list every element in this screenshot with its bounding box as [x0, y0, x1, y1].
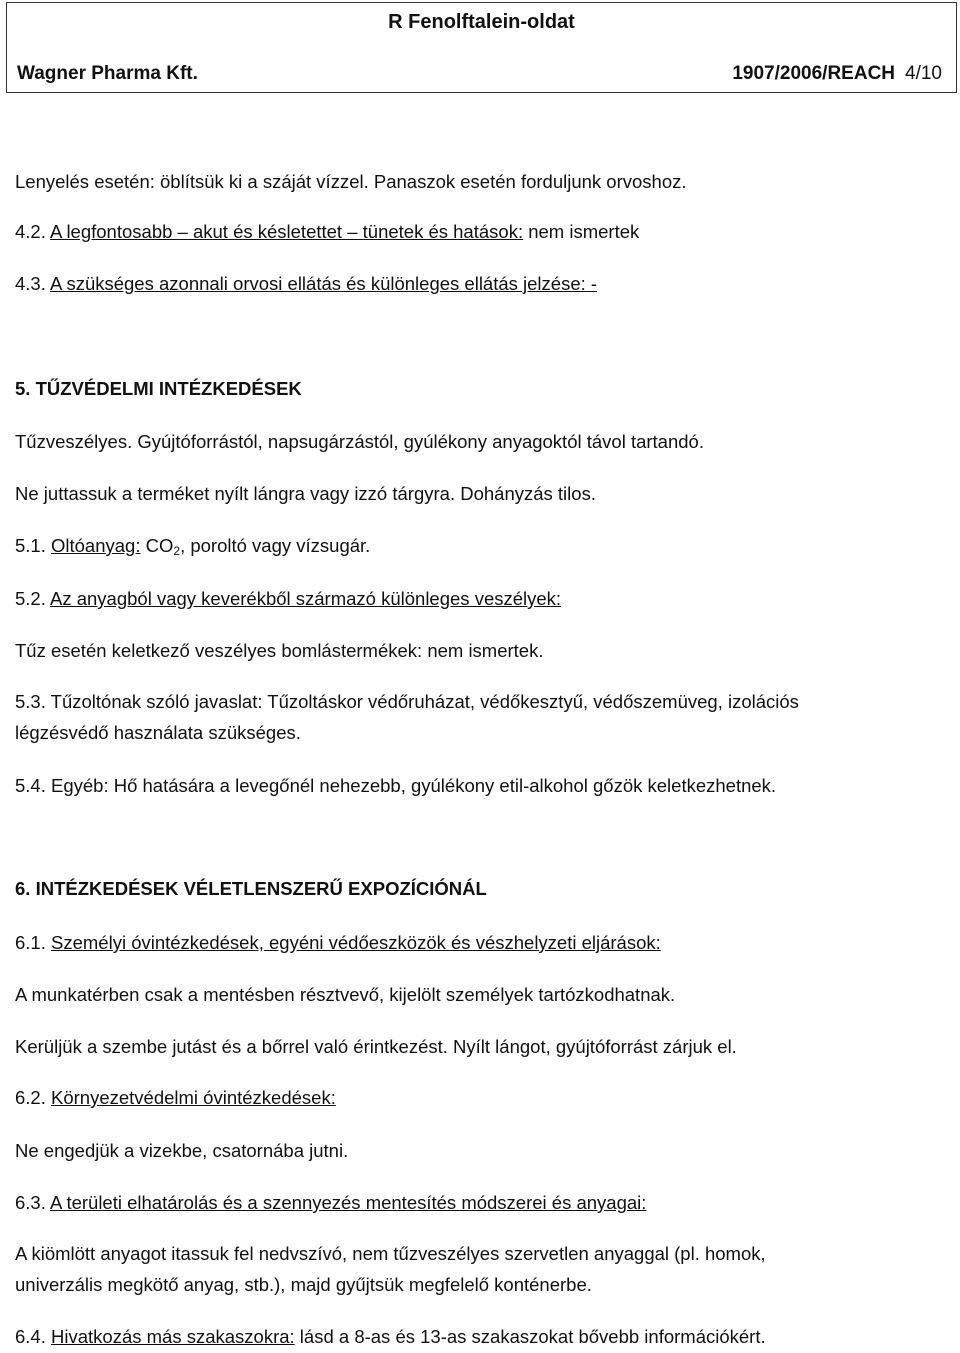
section-number: 5.2.: [15, 588, 46, 609]
section-number: 6.4.: [15, 1326, 46, 1347]
section-number: 6.3.: [15, 1192, 46, 1213]
paragraph-spill-line2: univerzális megkötő anyag, stb.), majd gyűjtsük megfelelő konténerbe.: [15, 1274, 592, 1295]
subscript-2: 2: [173, 544, 181, 558]
section-number: 4.3.: [15, 273, 46, 294]
section-5-1: [15, 535, 370, 557]
document-title: R Fenolftalein-oldat: [388, 11, 575, 33]
section-6-2: [15, 1087, 336, 1109]
paragraph-water: Ne engedjük a vizekbe, csatornába jutni.: [15, 1140, 349, 1161]
section-4-2: [15, 221, 639, 243]
section-5-4: 5.4. Egyéb: Hő hatására a levegőnél nehezebb, gyúlékony etil-alkohol gőzök keletkezhetnek.: [15, 775, 777, 796]
section-text: , poroltó vagy vízsugár.: [180, 535, 371, 556]
section-title: Hivatkozás más szakaszokra:: [51, 1326, 295, 1347]
section-number: 6.1.: [15, 932, 46, 953]
heading-section-6: 6. INTÉZKEDÉSEK VÉLETLENSZERŰ EXPOZÍCIÓNÁL: [15, 878, 487, 899]
section-title: A szükséges azonnali orvosi ellátás és különleges ellátás jelzése: -: [49, 273, 598, 294]
paragraph-decomposition: Tűz esetén keletkező veszélyes bomlástermékek: nem ismertek.: [15, 640, 544, 661]
paragraph-flammable: Tűzveszélyes. Gyújtóforrástól, napsugárzástól, gyúlékony anyagoktól távol tartandó.: [15, 431, 704, 452]
section-title: A legfontosabb – akut és késletettet – tünetek és hatások:: [49, 221, 524, 242]
section-title: Az anyagból vagy keverékből származó különleges veszélyek:: [49, 588, 562, 609]
section-5-2: [15, 588, 561, 610]
section-6-1: [15, 932, 661, 954]
page-header: [6, 2, 957, 93]
section-text: lásd a 8-as és 13-as szakaszokat bővebb információkért.: [294, 1326, 766, 1347]
section-6-3: [15, 1192, 646, 1214]
company-name: Wagner Pharma Kft.: [17, 63, 198, 84]
section-5-3-line2: légzésvédő használata szükséges.: [15, 722, 301, 743]
section-number: 6.2.: [15, 1087, 46, 1108]
paragraph-spill-line1: A kiömlött anyagot itassuk fel nedvszívó, nem tűzveszélyes szervetlen anyaggal (pl. homok,: [15, 1243, 766, 1264]
paragraph-avoid-contact: Kerüljük a szembe jutást és a bőrrel való érintkezést. Nyílt lángot, gyújtóforrást zárjuk el.: [15, 1036, 737, 1057]
page-number: 4/10: [905, 63, 942, 84]
section-title: Személyi óvintézkedések, egyéni védőeszközök és vészhelyzeti eljárások:: [51, 932, 661, 953]
section-title: A területi elhatárolás és a szennyezés mentesítés módszerei és anyagai:: [49, 1192, 647, 1213]
section-6-4: [15, 1326, 766, 1348]
section-number: 4.2.: [15, 221, 46, 242]
page-info: [732, 63, 942, 85]
paragraph-swallowing: Lenyelés esetén: öblítsük ki a száját vízzel. Panaszok esetén forduljunk orvoshoz.: [15, 171, 687, 192]
heading-section-5: 5. TŰZVÉDELMI INTÉZKEDÉSEK: [15, 378, 302, 399]
section-text-co: CO: [140, 535, 174, 556]
paragraph-workplace: A munkatérben csak a mentésben résztvevő, kijelölt személyek tartózkodhatnak.: [15, 984, 676, 1005]
regulation-label: 1907/2006/REACH: [732, 63, 896, 84]
paragraph-no-flame: Ne juttassuk a terméket nyílt lángra vagy izzó tárgyra. Dohányzás tilos.: [15, 483, 596, 504]
section-number: 5.1.: [15, 535, 46, 556]
section-5-3-line1: 5.3. Tűzoltónak szóló javaslat: Tűzoltáskor védőruházat, védőkesztyű, védőszemüveg, izolációs: [15, 691, 799, 712]
section-title: Környezetvédelmi óvintézkedések:: [51, 1087, 336, 1108]
section-4-3: [15, 273, 597, 295]
section-text: nem ismertek: [523, 221, 640, 242]
section-title: Oltóanyag:: [51, 535, 141, 556]
